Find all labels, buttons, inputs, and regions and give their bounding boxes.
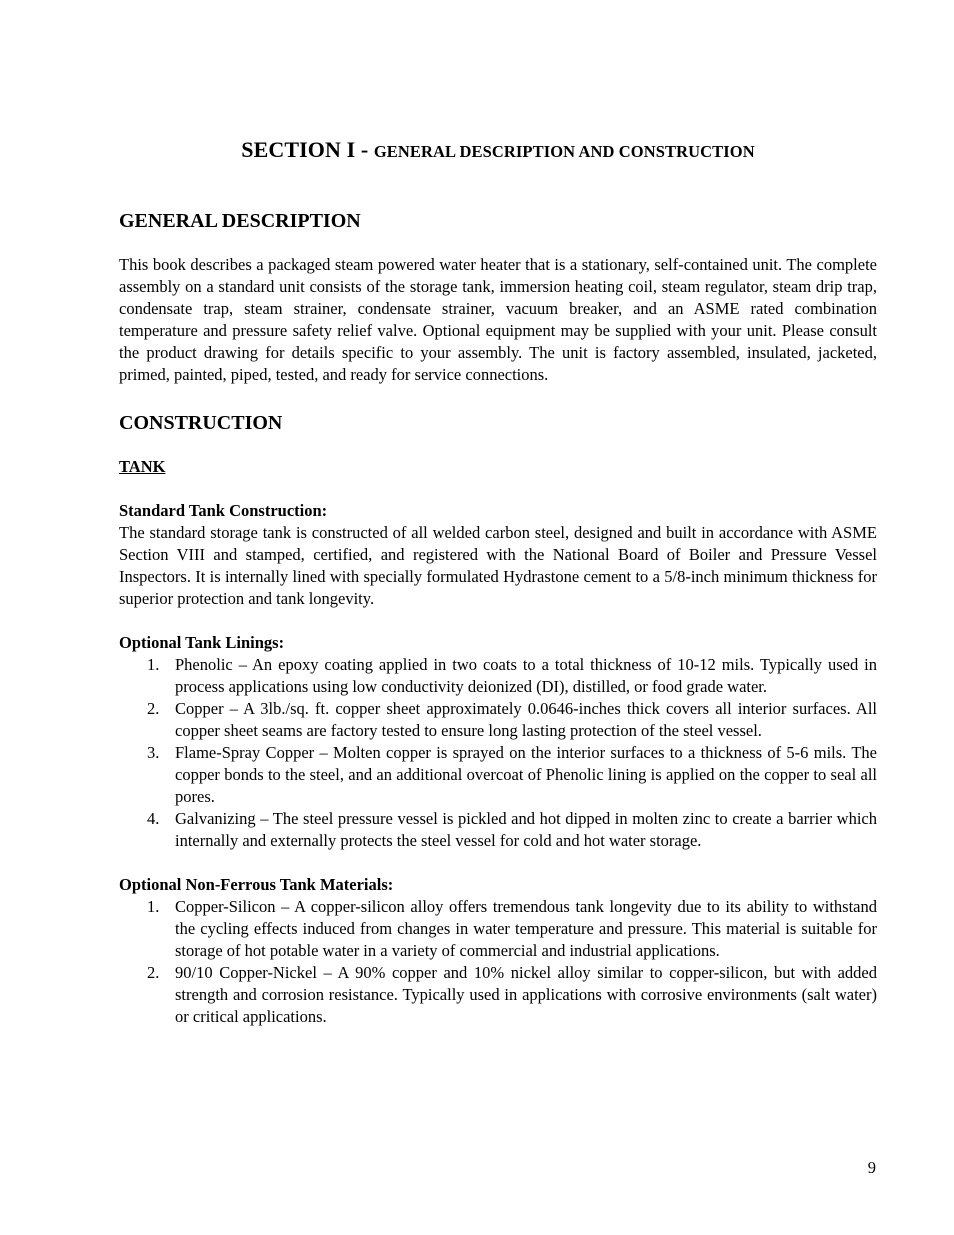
- section-title-lead: SECTION I -: [241, 137, 374, 162]
- list-item-text: Flame-Spray Copper – Molten copper is sprayed on the interior surfaces to a thickness of 5-6 mils. The copper bonds to the steel, and an additional overcoat of Phenolic lining is applied on the copper to seal all pores.: [175, 743, 877, 806]
- standard-tank-title: Standard Tank Construction:: [119, 501, 328, 520]
- list-item: [119, 698, 877, 742]
- list-item-text: 90/10 Copper-Nickel – A 90% copper and 10% nickel alloy similar to copper-silicon, but with added strength and corrosion resistance. Typically used in applications with corrosive environments (salt water) or critical applications.: [175, 963, 877, 1026]
- section-title-rest: GENERAL DESCRIPTION AND CONSTRUCTION: [373, 142, 755, 161]
- non-ferrous-block: [119, 874, 877, 1028]
- tank-heading: TANK: [119, 457, 166, 476]
- non-ferrous-list: [119, 896, 877, 1028]
- list-item: [119, 654, 877, 698]
- list-item-text: Copper-Silicon – A copper-silicon alloy offers tremendous tank longevity due to its ability to withstand the cycling effects induced from changes in water temperature and pressure. This material is suitable for storage of hot potable water in a variety of commercial and industrial applications.: [175, 897, 877, 960]
- list-item-number: 1.: [147, 655, 160, 674]
- list-item: [119, 962, 877, 1028]
- general-description-heading: GENERAL DESCRIPTION: [119, 210, 361, 232]
- construction-heading: CONSTRUCTION: [119, 412, 283, 434]
- list-item-text: Copper – A 3lb./sq. ft. copper sheet approximately 0.0646-inches thick covers all interior surfaces. All copper sheet seams are factory tested to ensure long lasting protection of the steel vessel.: [175, 699, 877, 740]
- optional-linings-block: [119, 632, 877, 852]
- non-ferrous-title: Optional Non-Ferrous Tank Materials:: [119, 875, 394, 894]
- list-item: [119, 742, 877, 808]
- optional-linings-title: Optional Tank Linings:: [119, 633, 285, 652]
- page-number: 9: [867, 1158, 876, 1177]
- general-description-paragraph: This book describes a packaged steam powered water heater that is a stationary, self-contained unit. The complete assembly on a standard unit consists of the storage tank, immersion heating coil, steam regulator, steam drip trap, condensate trap, steam strainer, condensate strainer, vacuum breaker, and an ASME rated combination temperature and pressure safety relief valve. Optional equipment may be supplied with your unit. Please consult the product drawing for details specific to your assembly. The unit is factory assembled, insulated, jacketed, primed, painted, piped, tested, and ready for service connections.: [119, 255, 877, 384]
- standard-tank-block: [119, 500, 877, 610]
- list-item: [119, 896, 877, 962]
- optional-linings-list: [119, 654, 877, 852]
- list-item-number: 4.: [147, 809, 160, 828]
- section-title: [119, 134, 877, 168]
- list-item-text: Galvanizing – The steel pressure vessel is pickled and hot dipped in molten zinc to create a barrier which internally and externally protects the steel vessel for cold and hot water storage.: [175, 809, 877, 850]
- list-item: [119, 808, 877, 852]
- list-item-number: 3.: [147, 743, 160, 762]
- list-item-number: 1.: [147, 897, 160, 916]
- list-item-number: 2.: [147, 699, 160, 718]
- list-item-number: 2.: [147, 963, 160, 982]
- list-item-text: Phenolic – An epoxy coating applied in two coats to a total thickness of 10-12 mils. Typically used in process applications using low conductivity deionized (DI), distilled, or food grade water.: [175, 655, 877, 696]
- standard-tank-text: The standard storage tank is constructed of all welded carbon steel, designed and built in accordance with ASME Section VIII and stamped, certified, and registered with the National Board of Boiler and Pressure Vessel Inspectors. It is internally lined with specially formulated Hydrastone cement to a 5/8-inch minimum thickness for superior protection and tank longevity.: [119, 523, 877, 608]
